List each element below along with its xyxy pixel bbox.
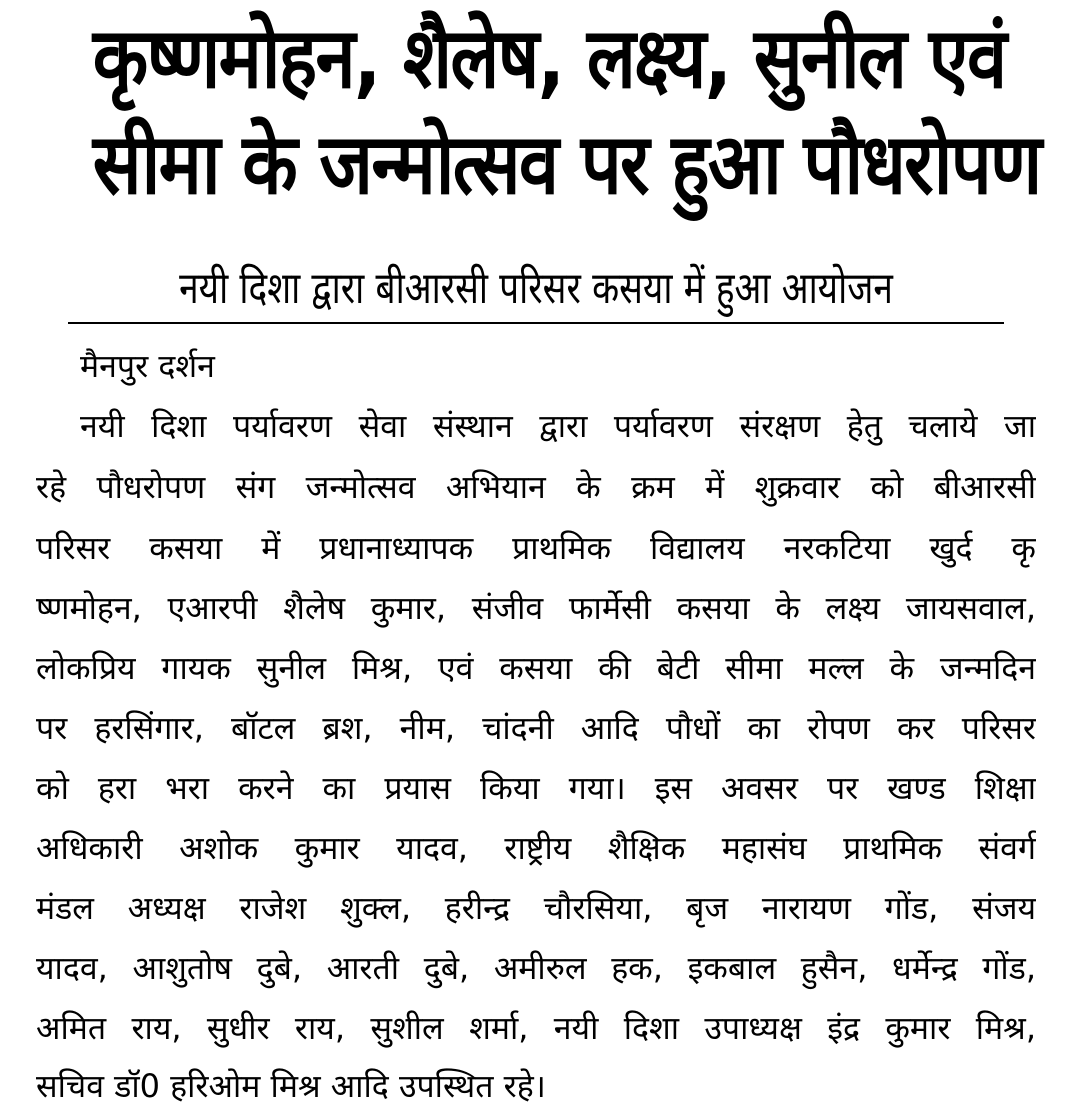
byline: मैनपुर दर्शन	[80, 347, 215, 385]
body-line: रहे पौधरोपण संग जन्मोत्सव अभियान के क्रम में शुक्रवार को बीआरसी	[36, 468, 1036, 506]
body-line: अधिकारी अशोक कुमार यादव, राष्ट्रीय शैक्षिक महासंघ प्राथमिक संवर्ग	[36, 829, 1036, 867]
body-line: नयी दिशा पर्यावरण सेवा संस्थान द्वारा पर्यावरण संरक्षण हेतु चलाये जा	[80, 407, 1036, 445]
body-line: यादव, आशुतोष दुबे, आरती दुबे, अमीरुल हक, इकबाल हुसैन, धर्मेन्द्र गोंड,	[36, 949, 1036, 987]
body-line: पर हरसिंगार, बॉटल ब्रश, नीम, चांदनी आदि पौधों का रोपण कर परिसर	[36, 709, 1036, 747]
subheadline: नयी दिशा द्वारा बीआरसी परिसर कसया में हुआ आयोजन	[179, 263, 893, 314]
headline-line-2: सीमा के जन्मोत्सव पर हुआ पौधरोपण	[92, 115, 1041, 213]
body-line: अमित राय, सुधीर राय, सुशील शर्मा, नयी दिशा उपाध्यक्ष इंद्र कुमार मिश्र,	[36, 1009, 1036, 1047]
body-line: लोकप्रिय गायक सुनील मिश्र, एवं कसया की बेटी सीमा मल्ल के जन्मदिन	[36, 649, 1036, 687]
body-line: सचिव डॉ0 हरिओम मिश्र आदि उपस्थित रहे।	[36, 1067, 546, 1105]
headline-line-1: कृष्णमोहन, शैलेष, लक्ष्य, सुनील एवं	[92, 9, 1006, 107]
body-line: मंडल अध्यक्ष राजेश शुक्ल, हरीन्द्र चौरसिया, बृज नारायण गोंड, संजय	[36, 889, 1036, 927]
body-line: को हरा भरा करने का प्रयास किया गया। इस अवसर पर खण्ड शिक्षा	[36, 769, 1036, 807]
subheadline-underline	[68, 258, 1004, 324]
body-line: परिसर कसया में प्रधानाध्यापक प्राथमिक विद्यालय नरकटिया खुर्द कृ	[36, 529, 1036, 567]
body-line: ष्णमोहन, एआरपी शैलेष कुमार, संजीव फार्मेसी कसया के लक्ष्य जायसवाल,	[36, 589, 1036, 627]
